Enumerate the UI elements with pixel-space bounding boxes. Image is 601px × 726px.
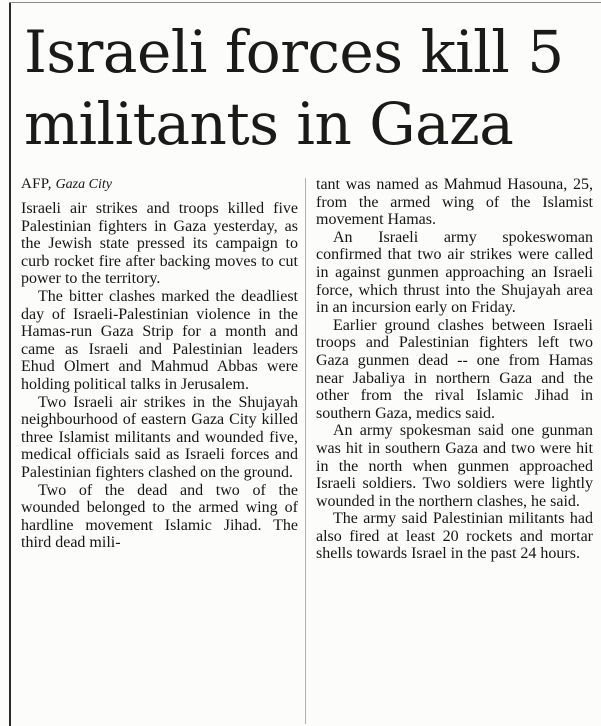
- article-column-left: [21, 175, 298, 552]
- headline-line-1: Israeli forces kill 5: [24, 18, 564, 86]
- byline-city: Gaza City: [55, 177, 112, 192]
- paragraph: Two Israeli air strikes in the Shujayah neighbourhood of eastern Gaza City killed three Islamist militants and wounded five, medical officials said as Israeli forces and Palestinian fighters clashed on the ground.: [21, 393, 298, 481]
- headline: [24, 16, 594, 160]
- paragraph: Israeli air strikes and troops killed five Palestinian fighters in Gaza yesterday, as the Jewish state pressed its campaign to curb rocket fire after backing moves to cut power to the territory.: [21, 200, 298, 288]
- column-divider: [305, 178, 306, 724]
- headline-line-2: militants in Gaza: [24, 90, 514, 158]
- byline-agency: AFP,: [21, 176, 52, 192]
- paragraph: An Israeli army spokeswoman confirmed that two air strikes were called in against gunmen approaching an Israeli force, which thrust into the Shujayah area in an incursion early on Friday.: [316, 228, 593, 317]
- paragraph: An army spokesman said one gunman was hit in southern Gaza and two were hit in the north when gunmen approached Israeli soldiers. Two soldiers were lightly wounded in the northern clashes, he said.: [316, 422, 593, 510]
- paragraph: The bitter clashes marked the deadliest day of Israeli-Palestinian violence in the Hamas-run Gaza Strip for a month and came as Israeli and Palestinian leaders Ehud Olmert and Mahmud Abbas were holding political talks in Jerusalem.: [21, 287, 298, 393]
- left-border-rule: [9, 2, 11, 726]
- paragraph: Earlier ground clashes between Israeli troops and Palestinian fighters left two Gaza gunmen dead -- one from Hamas near Jabaliya in northern Gaza and the other from the rival Islamic Jihad in southern Gaza, medics said.: [316, 316, 593, 422]
- paragraph-continuation: tant was named as Mahmud Hasouna, 25, from the armed wing of the Islamist movement Hamas.: [316, 176, 593, 229]
- article-column-right: [316, 176, 593, 563]
- paragraph: Two of the dead and two of the wounded belonged to the armed wing of hardline movement Islamic Jihad. The third dead mili-: [21, 481, 298, 552]
- paragraph: The army said Palestinian militants had also fired at least 20 rockets and mortar shells towards Israel in the past 24 hours.: [316, 510, 593, 563]
- top-border-rule: [9, 2, 601, 3]
- byline: [21, 175, 298, 194]
